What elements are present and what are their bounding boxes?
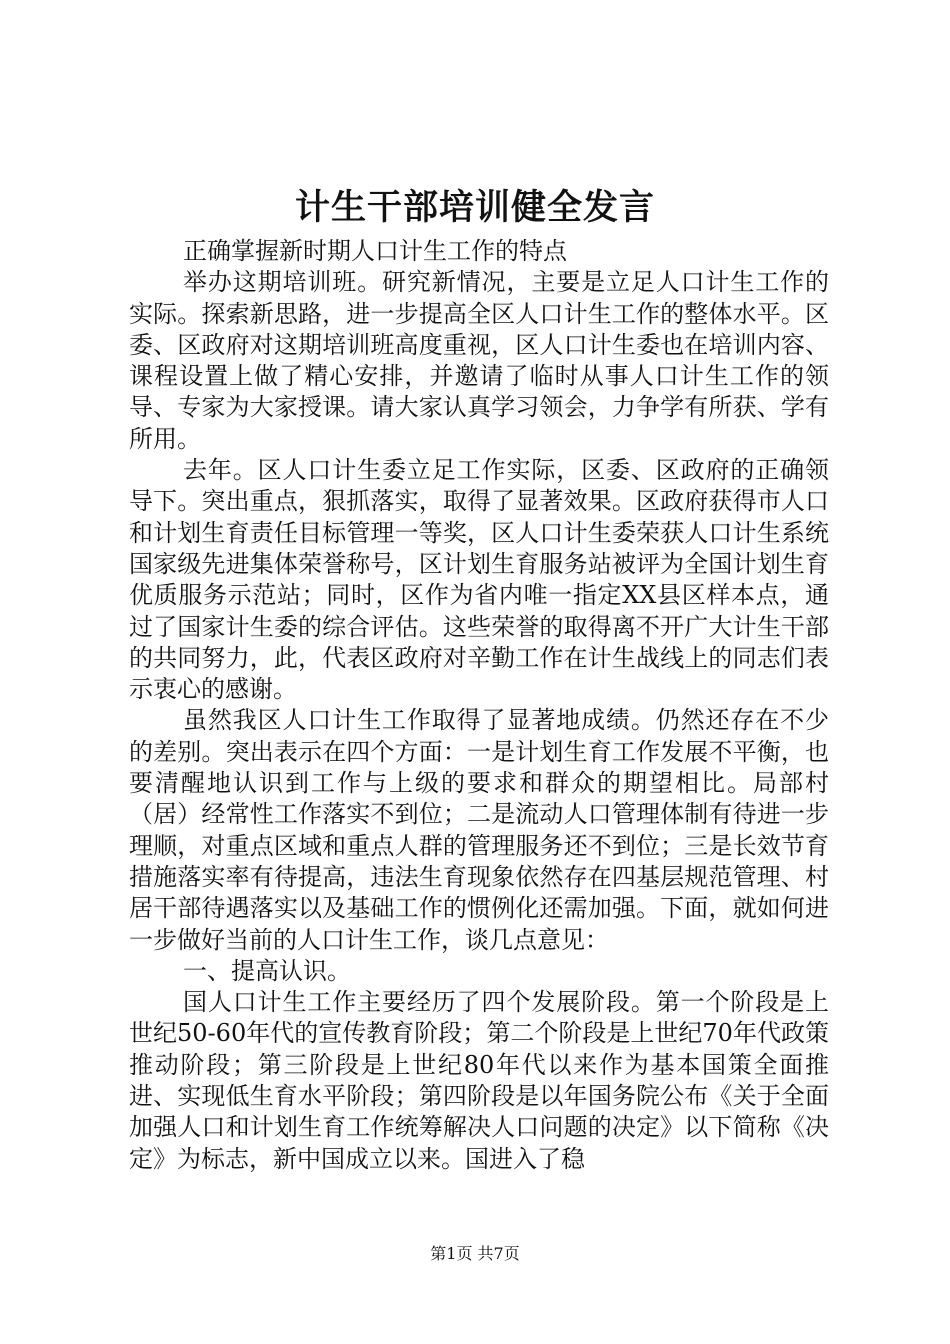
page-footer: 第1页 共7页 bbox=[430, 1244, 520, 1263]
section-heading: 一、提高认识。 bbox=[183, 956, 351, 985]
document-subtitle: 正确掌握新时期人口计生工作的特点 bbox=[183, 237, 567, 265]
paragraph-training-intro: 举办这期培训班。研究新情况，主要是立足人口计生工作的实际。探索新思路，进一步提高全区人口计生工作的整体水平。区委、区政府对这期培训班高度重视，区人口计生委也在培训内容、课程设置上做了精心安排，并邀请了临时从事人口计生工作的领导、专家为大家授课。请大家认真学习领会，力争学有所获、学有所用。 bbox=[129, 268, 829, 453]
document-body bbox=[129, 236, 829, 1175]
paragraph-last-year-achievements: 去年。区人口计生委立足工作实际，区委、区政府的正确领导下。突出重点，狠抓落实，取得了显著效果。区政府获得市人口和计划生育责任目标管理一等奖，区人口计生委荣获人口计生系统国家级先进集体荣誉称号，区计划生育服务站被评为全国计划生育优质服务示范站；同时，区作为省内唯一指定XX县区样本点，通过了国家计生委的综合评估。这些荣誉的取得离不开广大计生干部的共同努力，此，代表区政府对辛勤工作在计生战线上的同志们表示衷心的感谢。 bbox=[129, 456, 829, 704]
paragraph-development-stages: 国人口计生工作主要经历了四个发展阶段。第一个阶段是上世纪50-60年代的宣传教育阶段；第二个阶段是上世纪70年代政策推动阶段；第三阶段是上世纪80年代以来作为基本国策全面推进、实现低生育水平阶段；第四阶段是以年国务院公布《关于全面加强人口和计划生育工作统筹解决人口问题的决定》以下简称《决定》为标志，新中国成立以来。国进入了稳 bbox=[129, 988, 829, 1173]
page-title: 计生干部培训健全发言 bbox=[294, 187, 655, 228]
paragraph-shortcomings: 虽然我区人口计生工作取得了显著地成绩。仍然还存在不少的差别。突出表示在四个方面：一是计划生育工作发展不平衡，也要清醒地认识到工作与上级的要求和群众的期望相比。局部村（居）经常性工作落实不到位；二是流动人口管理体制有待进一步理顺，对重点区域和重点人群的管理服务还不到位；三是长效节育措施落实率有待提高，违法生育现象依然存在四基层规范管理、村居干部待遇落实以及基础工作的惯例化还需加强。下面，就如何进一步做好当前的人口计生工作，谈几点意见： bbox=[129, 706, 829, 954]
